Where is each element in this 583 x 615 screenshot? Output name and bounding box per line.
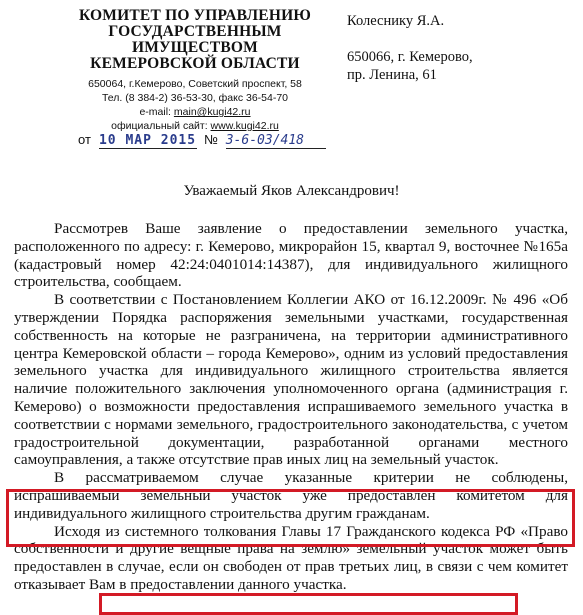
doc-number-handwritten: 3-6-03/418: [225, 133, 305, 148]
date-prefix: от: [78, 132, 91, 147]
org-name: [52, 8, 338, 72]
doc-date-number: [78, 132, 326, 149]
email-label: e-mail:: [139, 106, 174, 118]
recipient-block: [347, 12, 473, 84]
paragraph-1: Рассмотрев Ваше заявление о предоставлении земельного участка, расположенного по адресу: г. Кемерово, микрорайон 15, квартал 9, восточнее №165а (кадастровый номер 42:24:0401014:14387), для индивидуального жилищного строительства, сообщаем.: [14, 220, 568, 291]
site-label: официальный сайт:: [111, 120, 211, 132]
paragraph-2: В соответствии с Постановлением Коллегии АКО от 16.12.2009г. № 496 «Об утверждении Порядка распоряжения земельными участками, государственная собственность на которые не разграничена, на территории административного центра Кемеровской области – города Кемерово», одним из условий предоставления земельного участка для индивидуального жилищного строительства является наличие положительного заключения уполномоченного органа (администрация г. Кемерово) о возможности предоставления испрашиваемого земельного участка в соответствии с нормами земельного, градостроительного законодательства, с учетом градостроительной документации, разработанной органами местного самоуправления, а также отсутствие прав иных лиц на земельный участок.: [14, 291, 568, 469]
org-address: 650064, г.Кемерово, Советский проспект, 58: [88, 78, 302, 90]
org-name-line3: КЕМЕРОВСКОЙ ОБЛАСТИ: [90, 55, 300, 72]
org-contacts: [52, 77, 338, 133]
greeting: Уважаемый Яков Александрович!: [183, 183, 400, 199]
email-link[interactable]: main@kugi42.ru: [173, 106, 251, 118]
site-link[interactable]: www.kugi42.ru: [210, 120, 279, 132]
recipient-address-line2: пр. Ленина, 61: [347, 67, 437, 83]
org-name-line2: ГОСУДАРСТВЕННЫМ ИМУЩЕСТВОМ: [108, 23, 282, 56]
doc-date-stamp: 10 МАР 2015: [98, 133, 197, 148]
recipient-address-line1: 650066, г. Кемерово,: [347, 49, 473, 65]
paragraph-3: В рассматриваемом случае указанные критерии не соблюдены, испрашиваемый земельный участок уже предоставлен комитетом для индивидуального жилищного строительства другим гражданам.: [14, 469, 568, 522]
org-email-line: [52, 105, 338, 119]
org-site-line: [52, 119, 338, 133]
org-name-line1: КОМИТЕТ ПО УПРАВЛЕНИЮ: [79, 7, 311, 24]
paragraph-4: Исходя из системного толкования Главы 17 Гражданского кодекса РФ «Право собственности и другие вещные права на землю» земельный участок может быть предоставлен в случае, если он свободен от прав третьих лиц, в связи с чем комитет отказывает Вам в предоставлении данного участка.: [14, 522, 568, 593]
recipient-name: Колеснику Я.А.: [347, 13, 445, 29]
highlight-box-refusal: [99, 593, 518, 615]
number-prefix: №: [204, 132, 219, 147]
highlight-box-criteria: [6, 489, 575, 547]
org-phones: Тел. (8 384-2) 36-53-30, факс 36-54-70: [101, 92, 289, 104]
